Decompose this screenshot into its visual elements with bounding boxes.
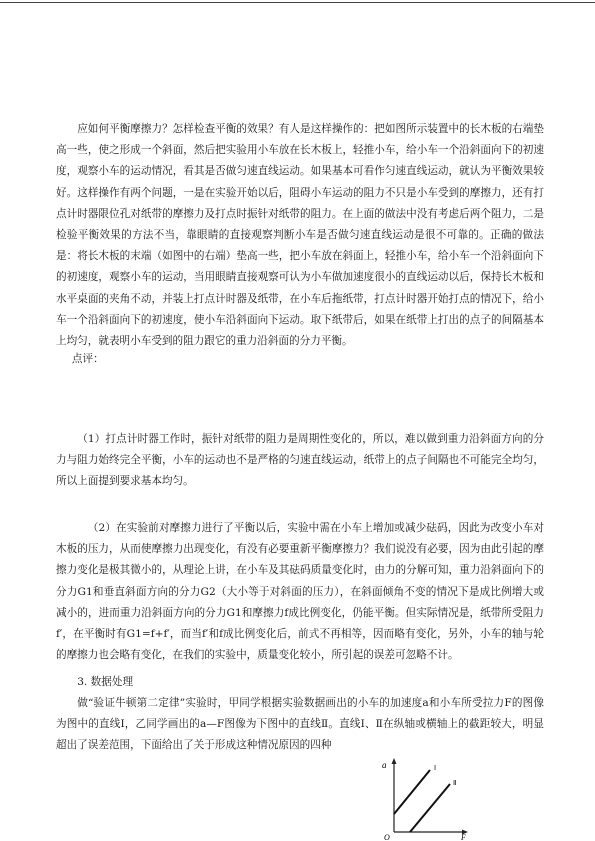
comment-2-block <box>56 518 544 666</box>
line-1 <box>394 770 430 814</box>
top-border-rule <box>0 2 595 3</box>
comment-1-block <box>56 429 544 493</box>
comment-2-paragraph: （2）在实验前对摩擦力进行了平衡以后，实验中需在小车上增加或减少砝码，因此为改变小车对木板的压力，从而使摩擦力出现变化，有没有必要重新平衡摩擦力？我们说没有必要，因为由此引起的摩擦力变化是极其微小的，从理论上讲，在小车及其砝码质量变化时，由力的分解可知，重力沿斜面向下的分力G1和垂直斜面方向的分力G2（大小等于对斜面的压力），在斜面倾角不变的情况下是成比例增大或减小的，进而重力沿斜面方向的分力G1和摩擦力f成比例变化，仍能平衡。但实际情况是，纸带所受阻力f′，在平衡时有G1=f+f′，而当f′和f成比例变化后，前式不再相等，因而略有变化，另外，小车的轴与轮的摩擦力也会略有变化，在我们的实验中，质量变化较小，所引起的误差可忽略不计。 <box>56 522 544 662</box>
line-2 <box>410 784 450 832</box>
section-3-paragraph: 做“验证牛顿第二定律”实验时，甲同学根据实验数据画出的小车的加速度a和小车所受拉力F的图像为图中的直线Ⅰ，乙同学画出的a—F图像为下图中的直线Ⅱ。直线Ⅰ、Ⅱ在纵轴或横轴上的截距较大，明显超出了误差范围，下面给出了关于形成这种情况原因的四种 <box>56 697 544 752</box>
x-axis-label: F <box>461 833 466 841</box>
line-1-label: Ⅰ <box>434 764 437 772</box>
section-3-heading-block <box>56 672 544 693</box>
comment-heading: 点评： <box>71 353 104 365</box>
main-paragraph-block <box>56 119 544 352</box>
line-2-label: Ⅱ <box>453 779 457 787</box>
comment-1-paragraph: （1）打点计时器工作时，振针对纸带的阻力是周期性变化的，所以，难以做到重力沿斜面方向的分力与阻力始终完全平衡，小车的运动也不是严格的匀速直线运动，纸带上的点子间隔也不可能完全均匀，所以上面提到要求基本均匀。 <box>56 433 544 488</box>
y-axis-arrow <box>392 758 397 764</box>
origin-label: O <box>384 833 390 841</box>
a-f-graph <box>372 756 472 841</box>
section-3-heading: 3. 数据处理 <box>77 676 134 688</box>
a-f-graph-figure <box>372 756 472 841</box>
y-axis-label: a <box>382 760 387 770</box>
main-paragraph: 应如何平衡摩擦力？怎样检查平衡的效果？有人是这样操作的：把如图所示装置中的长木板的右端垫高一些，使之形成一个斜面，然后把实验用小车放在长木板上，轻推小车，给小车一个沿斜面向下的初速度，观察小车的运动情况，看其是否做匀速直线运动。如果基本可看作匀速直线运动，就认为平衡效果较好。这样操作有两个问题，一是在实验开始以后，阻碍小车运动的阻力不只是小车受到的摩擦力，还有打点计时器限位孔对纸带的摩擦力及打点时振针对纸带的阻力。在上面的做法中没有考虑后两个阻力，二是检验平衡效果的方法不当，靠眼睛的直接观察判断小车是否做匀速直线运动是很不可靠的。正确的做法是：将长木板的末端（如图中的右端）垫高一些，把小车放在斜面上，轻推小车，给小车一个沿斜面向下的初速度，观察小车的运动，当用眼睛直接观察可认为小车做加速度很小的直线运动以后，保持长木板和水平桌面的夹角不动，并装上打点计时器及纸带，在小车后拖纸带，打点计时器开始打点的情况下，给小车一个沿斜面向下的初速度，使小车沿斜面向下运动。取下纸带后，如果在纸带上打出的点子的间隔基本上均匀，就表明小车受到的阻力跟它的重力沿斜面的分力平衡。 <box>56 123 544 348</box>
comment-heading-block <box>56 349 544 370</box>
section-3-block <box>56 693 544 757</box>
